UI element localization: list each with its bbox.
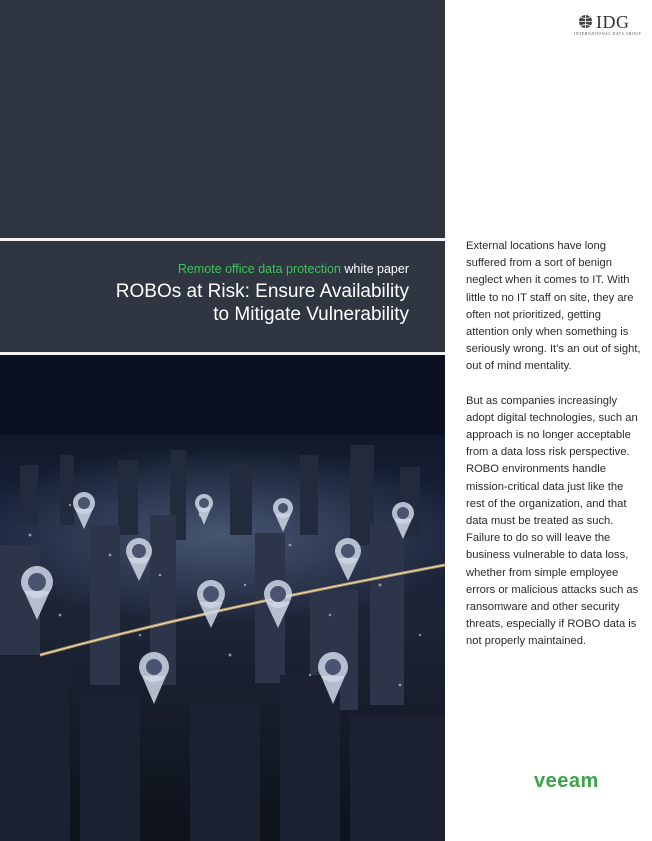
paragraph-1: External locations have long suffered from a sort of benign neglect when it comes to IT. With little to no IT staff on site, they are often not prioritized, getting attention only when something is seriously wrong. It’s an out of sight, out of mind mentality. <box>466 240 641 373</box>
kicker-type: white paper <box>344 262 409 276</box>
title-line-1: ROBOs at Risk: Ensure Availability <box>115 281 409 302</box>
paragraph-2: But as companies increasingly adopt digital technologies, such an approach is no longer acceptable from a data loss risk perspective. ROBO environments handle mission-critical data just like the rest of the organization, and that data must be treated as such. Failure to do so will leave the business vulnerable to data loss, whether from simple employee errors or malicious attacks such as ransomware and other security threats, especially if ROBO data is not properly maintained. <box>466 394 639 648</box>
kicker-topic: Remote office data protection <box>177 262 341 276</box>
title-line-2: to Mitigate Vulnerability <box>213 304 409 325</box>
page-title <box>109 280 409 326</box>
title-band <box>0 241 445 352</box>
idg-logo <box>574 12 642 36</box>
idg-logo-text: IDG <box>596 12 630 32</box>
city-night-photo <box>0 355 445 841</box>
city-illustration <box>0 355 445 841</box>
globe-icon <box>578 14 593 29</box>
night-sky <box>0 355 445 435</box>
top-dark-panel <box>0 0 445 238</box>
body-text <box>466 238 641 668</box>
kicker <box>109 261 409 277</box>
veeam-logo: veeam <box>534 770 599 792</box>
title-block <box>109 261 409 326</box>
idg-logo-subtext: INTERNATIONAL DATA GROUP <box>574 31 642 36</box>
